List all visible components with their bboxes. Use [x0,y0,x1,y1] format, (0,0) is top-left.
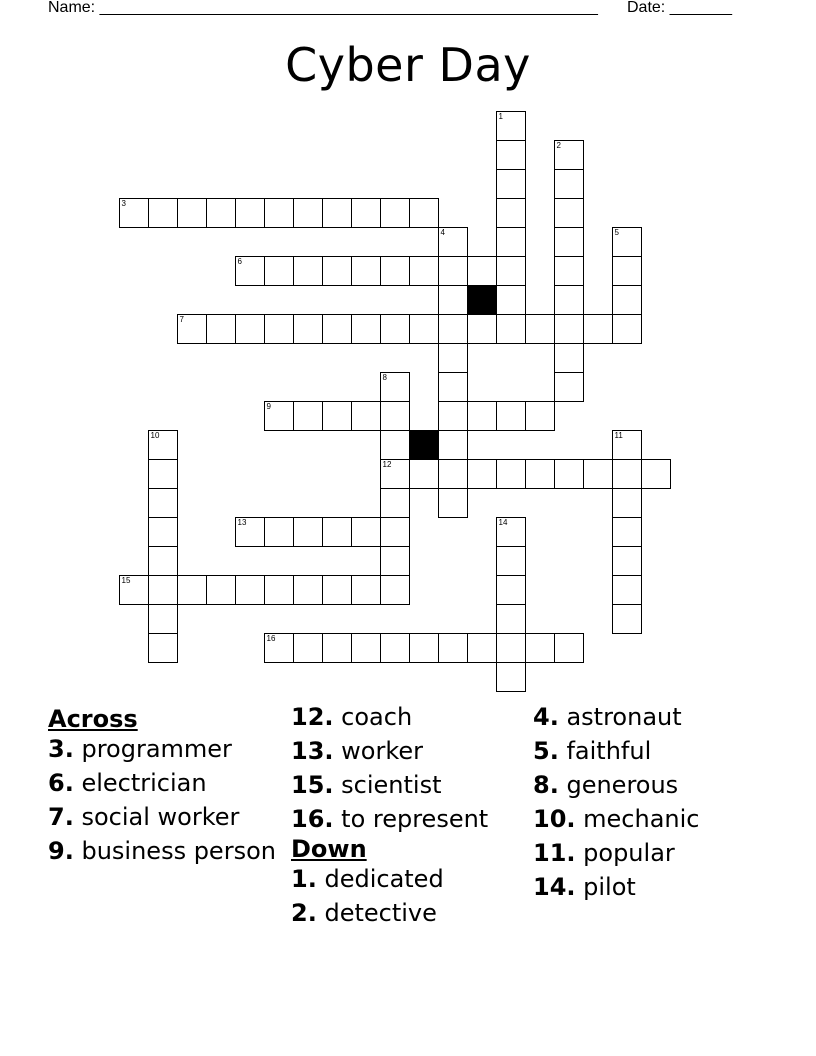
clue-number: 16. [291,805,334,833]
crossword-cell[interactable] [380,633,410,663]
crossword-cell[interactable] [496,285,526,315]
clue-text: popular [583,839,675,867]
name-field-label: Name: ________________________________________________________ [48,0,598,16]
clue-item [533,703,769,731]
clue-number: 13. [291,737,334,765]
crossword-cell[interactable] [322,314,352,344]
clue-item [291,805,527,833]
crossword-cell[interactable] [467,401,497,431]
clue-item [48,803,284,831]
cell-number: 5 [614,227,619,237]
crossword-cell[interactable] [496,401,526,431]
crossword-cell[interactable] [554,459,584,489]
crossword-cell[interactable] [380,372,410,402]
clue-number: 3. [48,735,74,763]
crossword-cell[interactable] [554,227,584,257]
crossword-cell[interactable] [438,372,468,402]
clue-number: 2. [291,899,317,927]
crossword-cell[interactable] [264,198,294,228]
clue-column-3 [533,703,769,907]
clue-item [48,735,284,763]
crossword-cell[interactable] [438,343,468,373]
crossword-cell[interactable] [554,169,584,199]
crossword-cell[interactable] [554,140,584,170]
crossword-cell[interactable] [612,459,642,489]
crossword-cell[interactable] [351,575,381,605]
crossword-cell[interactable] [496,517,526,547]
cell-number: 10 [150,430,160,440]
crossword-cell[interactable] [554,314,584,344]
crossword-cell[interactable] [496,314,526,344]
crossword-cell[interactable] [148,430,178,460]
crossword-cell[interactable] [322,401,352,431]
crossword-cell[interactable] [438,285,468,315]
crossword-cell[interactable] [467,633,497,663]
crossword-cell[interactable] [293,633,323,663]
crossword-cell[interactable] [438,401,468,431]
crossword-cell[interactable] [438,488,468,518]
crossword-cell[interactable] [119,575,149,605]
crossword-cell[interactable] [264,575,294,605]
crossword-cell[interactable] [612,314,642,344]
clue-number: 8. [533,771,559,799]
cell-number: 6 [237,256,242,266]
clue-number: 14. [533,873,576,901]
crossword-cell[interactable] [380,430,410,460]
crossword-cell[interactable] [235,517,265,547]
clue-number: 12. [291,703,334,731]
crossword-cell[interactable] [496,227,526,257]
clue-number: 9. [48,837,74,865]
crossword-cell[interactable] [525,314,555,344]
black-square [467,285,497,315]
clue-text: astronaut [566,703,682,731]
clue-column-1 [48,703,284,871]
crossword-cell[interactable] [409,459,439,489]
cell-number: 8 [382,372,387,382]
crossword-cell[interactable] [351,517,381,547]
clue-text: social worker [81,803,240,831]
clue-item [48,837,284,865]
crossword-cell[interactable] [293,198,323,228]
cell-number: 16 [266,633,276,643]
clue-text: faithful [566,737,652,765]
crossword-cell[interactable] [409,314,439,344]
cell-number: 4 [440,227,445,237]
crossword-cell[interactable] [148,488,178,518]
crossword-cell[interactable] [380,314,410,344]
crossword-cell[interactable] [612,604,642,634]
clue-text: electrician [81,769,207,797]
cell-number: 1 [498,111,503,121]
clue-text: scientist [341,771,442,799]
crossword-cell[interactable] [554,372,584,402]
clue-item [291,899,527,927]
crossword-cell[interactable] [293,517,323,547]
crossword-cell[interactable] [264,256,294,286]
crossword-cell[interactable] [641,459,671,489]
crossword-cell[interactable] [409,256,439,286]
cell-number: 13 [237,517,247,527]
cell-number: 3 [121,198,126,208]
crossword-cell[interactable] [612,517,642,547]
crossword-cell[interactable] [293,314,323,344]
clue-item [48,769,284,797]
crossword-cell[interactable] [206,575,236,605]
crossword-cell[interactable] [177,575,207,605]
crossword-cell[interactable] [583,459,613,489]
crossword-cell[interactable] [380,459,410,489]
crossword-cell[interactable] [612,256,642,286]
clue-number: 11. [533,839,576,867]
crossword-cell[interactable] [206,198,236,228]
crossword-cell[interactable] [380,575,410,605]
crossword-cell[interactable] [496,662,526,692]
crossword-cell[interactable] [467,256,497,286]
crossword-cell[interactable] [148,198,178,228]
crossword-cell[interactable] [438,256,468,286]
crossword-cell[interactable] [119,198,149,228]
clue-text: worker [341,737,424,765]
crossword-cell[interactable] [496,169,526,199]
crossword-cell[interactable] [322,517,352,547]
crossword-cell[interactable] [380,488,410,518]
crossword-cell[interactable] [264,314,294,344]
clue-text: coach [341,703,413,731]
crossword-cell[interactable] [264,401,294,431]
clue-text: mechanic [583,805,700,833]
crossword-cell[interactable] [409,198,439,228]
crossword-cell[interactable] [467,314,497,344]
crossword-cell[interactable] [467,459,497,489]
crossword-cell[interactable] [148,604,178,634]
crossword-cell[interactable] [554,285,584,315]
crossword-cell[interactable] [380,517,410,547]
across-heading: Across [48,705,138,733]
crossword-cell[interactable] [380,401,410,431]
cell-number: 15 [121,575,131,585]
crossword-cell[interactable] [322,575,352,605]
clue-text: generous [566,771,679,799]
clue-number: 10. [533,805,576,833]
crossword-cell[interactable] [264,633,294,663]
crossword-cell[interactable] [612,488,642,518]
crossword-cell[interactable] [554,343,584,373]
crossword-cell[interactable] [351,401,381,431]
crossword-cell[interactable] [148,546,178,576]
crossword-cell[interactable] [148,575,178,605]
crossword-cell[interactable] [612,227,642,257]
cell-number: 7 [179,314,184,324]
crossword-cell[interactable] [438,314,468,344]
clue-text: detective [324,899,437,927]
crossword-cell[interactable] [235,314,265,344]
clue-text: programmer [81,735,232,763]
crossword-cell[interactable] [438,633,468,663]
crossword-cell[interactable] [380,546,410,576]
crossword-cell[interactable] [235,256,265,286]
crossword-cell[interactable] [380,256,410,286]
clue-text: pilot [583,873,636,901]
crossword-cell[interactable] [496,575,526,605]
crossword-cell[interactable] [525,459,555,489]
crossword-cell[interactable] [351,256,381,286]
crossword-cell[interactable] [293,401,323,431]
clue-text: business person [81,837,276,865]
clue-item [291,703,527,731]
page-title: Cyber Day [285,38,531,92]
crossword-cell[interactable] [496,256,526,286]
clue-number: 1. [291,865,317,893]
clue-item [291,771,527,799]
crossword-cell[interactable] [612,430,642,460]
crossword-cell[interactable] [554,256,584,286]
clue-number: 6. [48,769,74,797]
crossword-cell[interactable] [322,633,352,663]
clue-item [291,737,527,765]
cell-number: 9 [266,401,271,411]
crossword-cell[interactable] [235,575,265,605]
crossword-cell[interactable] [380,198,410,228]
crossword-cell[interactable] [322,256,352,286]
crossword-cell[interactable] [322,198,352,228]
clue-item [533,805,769,833]
cell-number: 2 [556,140,561,150]
crossword-cell[interactable] [525,633,555,663]
crossword-cell[interactable] [583,314,613,344]
crossword-cell[interactable] [612,285,642,315]
clue-number: 5. [533,737,559,765]
crossword-cell[interactable] [496,604,526,634]
crossword-cell[interactable] [148,459,178,489]
crossword-cell[interactable] [293,256,323,286]
clue-item [291,865,527,893]
black-square [409,430,439,460]
clue-column-2 [291,703,527,933]
crossword-cell[interactable] [148,633,178,663]
clue-item [533,839,769,867]
crossword-cell[interactable] [177,314,207,344]
clue-text: to represent [341,805,489,833]
crossword-cell[interactable] [351,633,381,663]
crossword-cell[interactable] [496,633,526,663]
cell-number: 14 [498,517,508,527]
crossword-cell[interactable] [496,198,526,228]
clue-number: 7. [48,803,74,831]
crossword-cell[interactable] [351,314,381,344]
crossword-cell[interactable] [554,633,584,663]
crossword-cell[interactable] [496,546,526,576]
clue-number: 15. [291,771,334,799]
clue-item [533,737,769,765]
clue-number: 4. [533,703,559,731]
crossword-cell[interactable] [554,198,584,228]
crossword-cell[interactable] [496,459,526,489]
crossword-cell[interactable] [496,140,526,170]
crossword-cell[interactable] [612,546,642,576]
crossword-cell[interactable] [612,575,642,605]
clue-item [533,771,769,799]
cell-number: 11 [614,430,623,440]
crossword-cell[interactable] [148,517,178,547]
crossword-cell[interactable] [293,575,323,605]
crossword-cell[interactable] [496,111,526,141]
cell-number: 12 [382,459,392,469]
crossword-cell[interactable] [351,198,381,228]
crossword-cell[interactable] [438,227,468,257]
clue-item [533,873,769,901]
crossword-cell[interactable] [438,430,468,460]
crossword-cell[interactable] [409,633,439,663]
crossword-cell[interactable] [264,517,294,547]
clue-text: dedicated [324,865,444,893]
crossword-cell[interactable] [235,198,265,228]
crossword-cell[interactable] [438,459,468,489]
date-field-label: Date: _______ [627,0,732,16]
crossword-cell[interactable] [177,198,207,228]
crossword-cell[interactable] [525,401,555,431]
crossword-cell[interactable] [206,314,236,344]
down-heading: Down [291,835,367,863]
